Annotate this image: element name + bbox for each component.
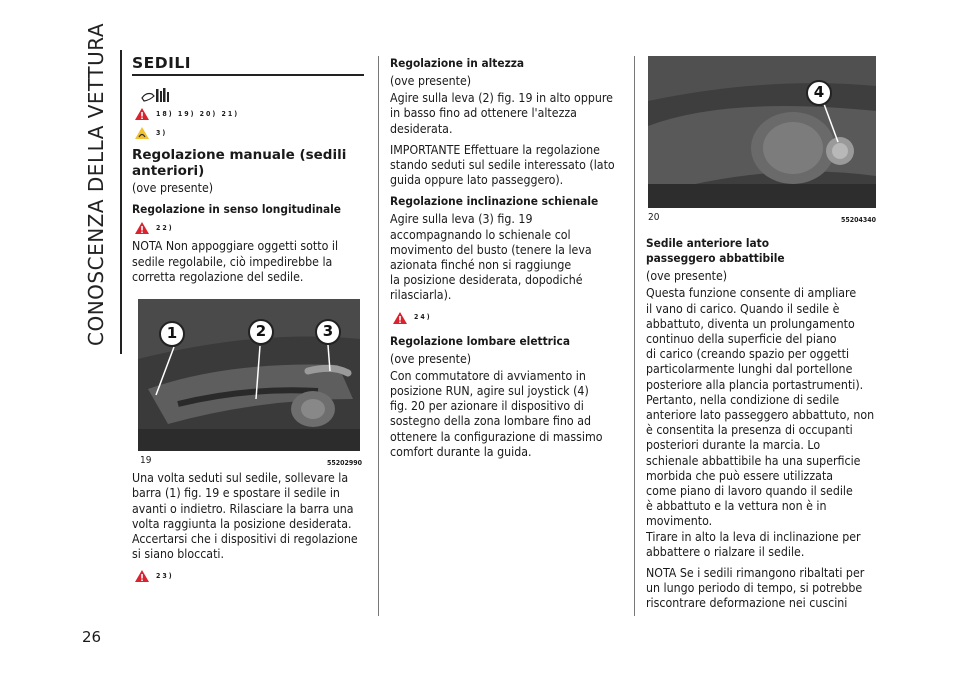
figure-19-photo	[138, 299, 360, 451]
chapter-title: CONOSCENZA DELLA VETTURA	[84, 22, 108, 346]
heading-lumbar: Regolazione lombare elettrica	[390, 333, 570, 348]
warning-triangle-icon	[134, 107, 150, 121]
note-optional: (ove presente)	[132, 181, 214, 196]
figure-19-caption	[140, 453, 362, 471]
callout-1: 1	[159, 321, 185, 347]
column-divider	[378, 56, 379, 616]
warning-refs: 18) 19) 20) 21)	[156, 109, 240, 118]
column-2	[390, 56, 626, 466]
heading-recline: Regolazione inclinazione schienale	[390, 194, 599, 209]
paragraph-height: Agire sulla leva (2) fig. 19 in alto oppure in basso fino ad ottenere l'altezza desiderata.	[390, 91, 613, 136]
caution-reference	[134, 125, 368, 141]
lumbar-joystick-illustration	[648, 56, 876, 208]
figure-number: 19	[140, 455, 152, 467]
paragraph-lumbar: Con commutatore di avviamento in posizione RUN, agire sul joystick (4) fig. 20 per azionare il dispositivo di sostegno della zona lombare fino ad ottenere la configurazione di massimo comfort durante la guida.	[390, 368, 603, 459]
warning-reference	[134, 106, 368, 122]
callout-4: 4	[806, 80, 832, 106]
nota-paragraph: NOTA Non appoggiare oggetti sotto il sedile regolabile, ciò impedirebbe la corretta regolazione del sedile.	[132, 239, 339, 284]
nota-paragraph: NOTA Se i sedili rimangono ribaltati per un lungo periodo di tempo, si potrebbe riscontrare deformazione nei cuscini	[646, 566, 865, 611]
figure-20-photo	[648, 56, 876, 208]
warning-reference	[392, 310, 626, 326]
section-rule	[132, 74, 364, 76]
column-divider	[634, 56, 635, 616]
callout-2: 2	[248, 319, 274, 345]
note-optional: (ove presente)	[390, 351, 472, 366]
paragraph-recline: Agire sulla leva (3) fig. 19 accompagnando lo schienale col movimento del busto (tenere la leva azionata finché non si raggiunge la posizione desiderata, dopodiché rilasciarla).	[390, 212, 592, 303]
warning-refs: 22)	[156, 223, 174, 232]
figure-20-caption	[648, 210, 876, 228]
paragraph-passenger-seat: Questa funzione consente di ampliare il vano di carico. Quando il sedile è abbattuto, diventa un prolungamento continuo della superficie del piano di carico (creando spazio per oggetti particolarmente lunghi dal portellone posteriore alla plancia portastrumenti). Pertanto, nella condizione di sedile anteriore lato passeggero abbattuto, non è consentita la presenza di occupanti posteriori durante la marcia. Lo schienale abbattibile ha una superficie morbida che può essere utilizzata come piano di lavoro quando il sedile è abbattuto e la vettura non è in movimento. Tirare in alto la leva di inclinazione per abbattere o rialzare il sedile.	[646, 286, 875, 559]
figure-code: 55202990	[326, 459, 362, 468]
warning-triangle-icon	[134, 221, 150, 235]
warning-reference	[134, 220, 368, 236]
page-number: 26	[82, 628, 102, 646]
callout-3: 3	[315, 319, 341, 345]
figure-number: 20	[648, 212, 660, 223]
column-1	[132, 56, 368, 587]
heading-longitudinal: Regolazione in senso longitudinale	[132, 202, 342, 217]
heading-height: Regolazione in altezza	[390, 56, 525, 70]
caution-refs: 3)	[156, 128, 168, 137]
important-paragraph: IMPORTANTE Effettuare la regolazione stando seduti sul sedile interessato (lato guida oppure lato passeggero).	[390, 142, 615, 188]
column-3	[646, 56, 882, 618]
warning-triangle-icon	[392, 311, 408, 325]
section-title: SEDILI	[132, 54, 192, 72]
sidebar-rule	[120, 50, 122, 354]
note-optional: (ove presente)	[646, 269, 728, 284]
heading-passenger-seat: Sedile anteriore lato passeggero abbattibile	[646, 236, 785, 266]
warning-refs: 23)	[156, 571, 174, 580]
paragraph-longitudinal: Una volta seduti sul sedile, sollevare la barra (1) fig. 19 e spostare il sedile in avanti o indietro. Rilasciare la barra una volta raggiunta la posizione desiderata. Accertarsi che i dispositivi di regolazione si siano bloccati.	[132, 471, 358, 562]
warning-refs: 24)	[414, 313, 432, 322]
figure-code: 55204340	[840, 216, 876, 224]
heading-manual-adjustment: Regolazione manuale (sedili anteriori)	[132, 147, 347, 180]
note-optional: (ove presente)	[390, 74, 472, 88]
warning-reference	[134, 568, 368, 584]
manual-reference-icon	[140, 86, 368, 104]
warning-triangle-icon	[134, 569, 150, 583]
caution-triangle-icon	[134, 126, 150, 140]
